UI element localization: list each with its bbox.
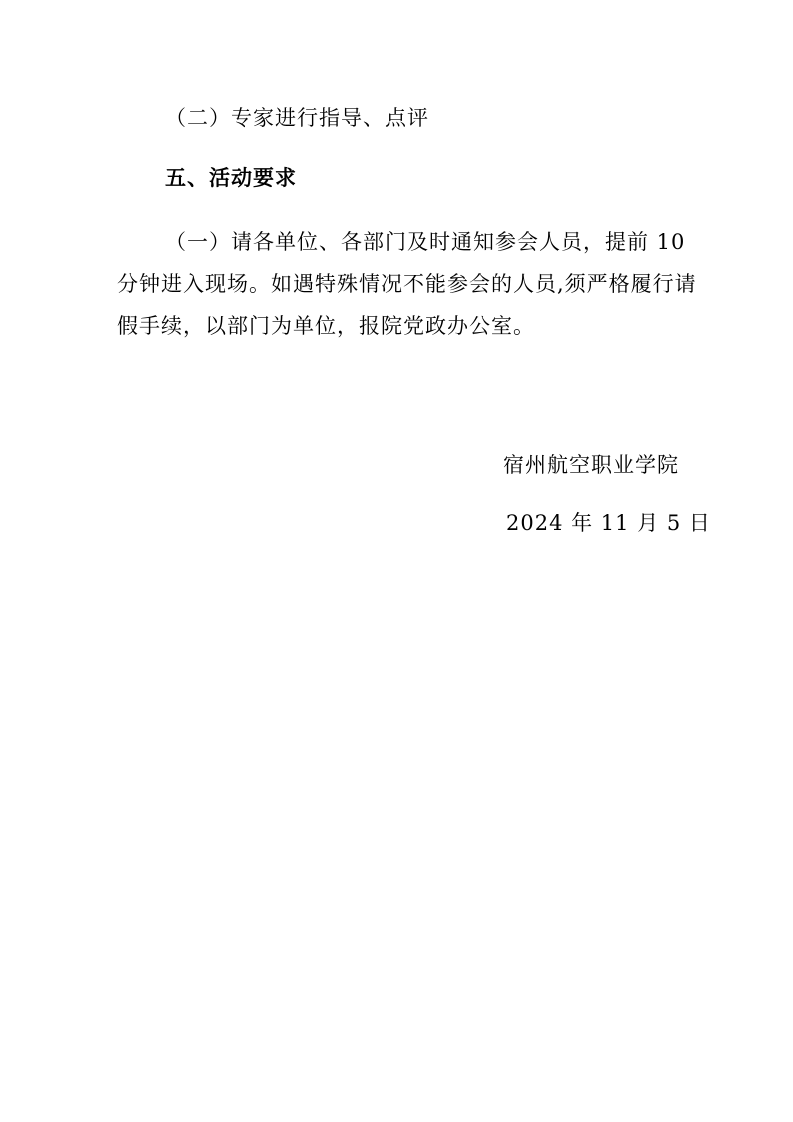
paragraph-line: 假手续，以部门为单位，报院党政办公室。 bbox=[117, 314, 535, 338]
signature-date: 2024 年 11 月 5 日 bbox=[506, 511, 711, 535]
section-item-expert-guidance: （二）专家进行指导、点评 bbox=[165, 106, 429, 130]
paragraph-line: （一）请各单位、各部门及时通知参会人员，提前 10 bbox=[165, 230, 686, 254]
signature-organization: 宿州航空职业学院 bbox=[503, 453, 679, 477]
paragraph-line: 分钟进入现场。如遇特殊情况不能参会的人员,须严格履行请 bbox=[117, 272, 697, 296]
section-heading: 五、活动要求 bbox=[165, 166, 297, 190]
requirement-paragraph bbox=[117, 228, 697, 354]
